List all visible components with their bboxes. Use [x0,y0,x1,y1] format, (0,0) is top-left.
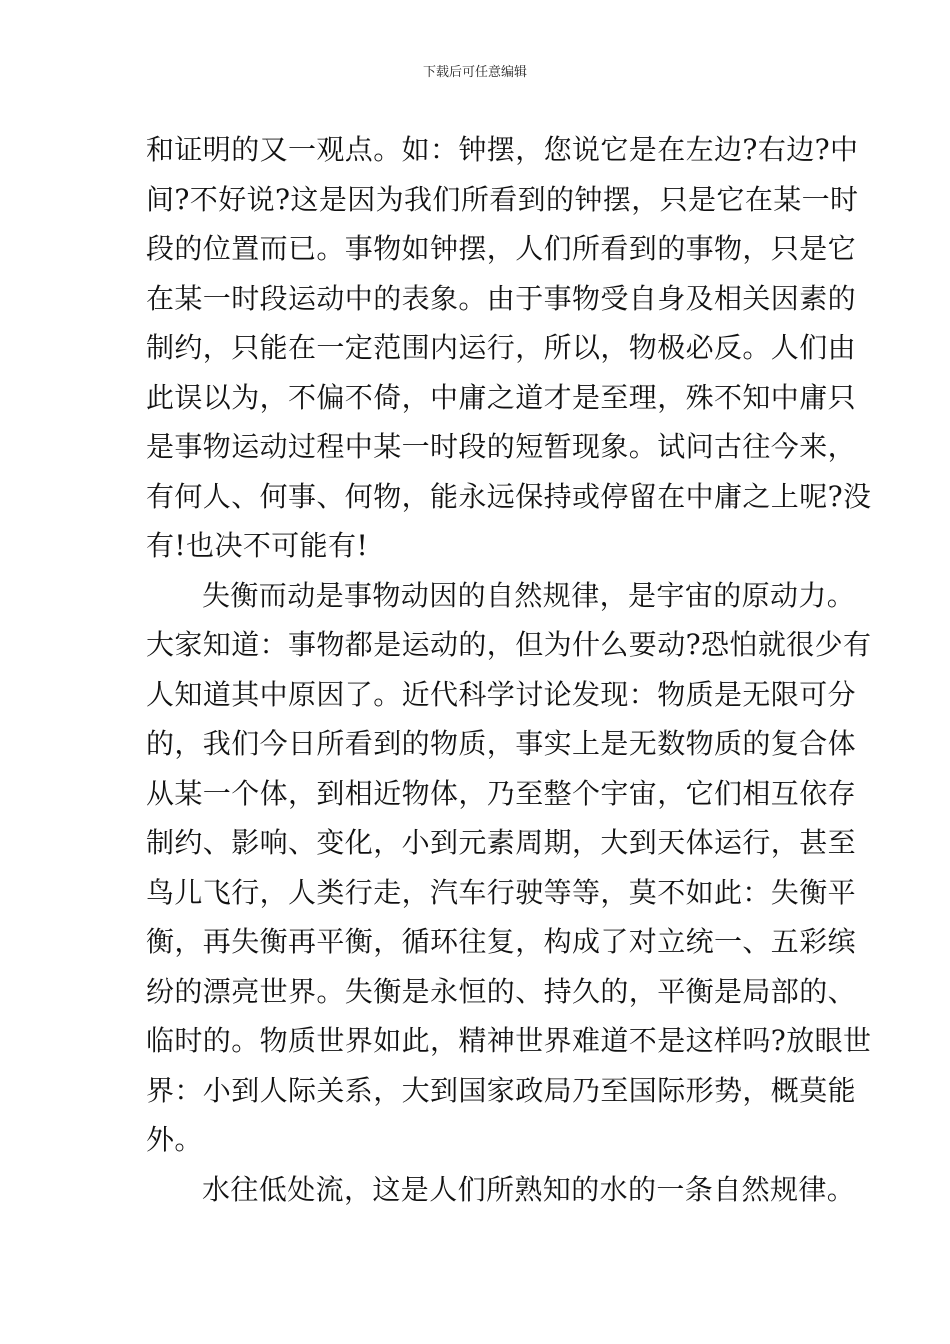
text-line: 从某一个体，到相近物体，乃至整个宇宙，它们相互依存 [146,776,857,810]
text-line: 人知道其中原因了。近代科学讨论发现：物质是无限可分 [146,677,857,711]
text-line: 是事物运动过程中某一时段的短暂现象。试问古往今来， [146,430,857,463]
text-line: 外。 [146,1123,203,1156]
text-line: 鸟儿飞行，人类行走，汽车行驶等等，莫不如此：失衡平 [146,875,857,909]
text-line: 界：小到人际关系，大到国家政局乃至国际形势，概莫能 [146,1073,857,1107]
page-header: 下载后可任意编辑 [422,65,527,80]
text-line: 和证明的又一观点。如：钟摆，您说它是在左边?右边?中 [146,133,859,166]
text-line: 水往低处流，这是人们所熟知的水的一条自然规律。 [202,1172,856,1206]
paragraph [146,127,872,573]
text-line: 衡，再失衡再平衡，循环往复，构成了对立统一、五彩缤 [146,925,857,958]
text-line: 段的位置而已。事物如钟摆，人们所看到的事物，只是它 [146,232,857,265]
text-line: 纷的漂亮世界。失衡是永恒的、持久的，平衡是局部的、 [146,974,857,1008]
text-line: 此误以为，不偏不倚，中庸之道才是至理，殊不知中庸只 [146,380,857,414]
text-line: 的，我们今日所看到的物质，事实上是无数物质的复合体 [146,727,857,760]
text-line: 大家知道：事物都是运动的，但为什么要动?恐怕就很少有 [146,628,872,661]
document-body [146,127,872,1216]
text-line: 在某一时段运动中的表象。由于事物受自身及相关因素的 [146,281,857,315]
text-line: 失衡而动是事物动因的自然规律，是宇宙的原动力。 [202,578,856,612]
text-line: 制约、影响、变化，小到元素周期，大到天体运行，甚至 [146,826,857,859]
text-line: 间?不好说?这是因为我们所看到的钟摆，只是它在某一时 [146,182,859,216]
text-line: 制约，只能在一定范围内运行，所以，物极必反。人们由 [146,331,857,364]
text-line: 有!也决不可能有! [146,529,369,562]
paragraph [146,1167,856,1217]
paragraph [146,573,872,1167]
text-line: 临时的。物质世界如此，精神世界难道不是这样吗?放眼世 [146,1024,872,1057]
text-line: 有何人、何事、何物，能永远保持或停留在中庸之上呢?没 [146,479,872,513]
